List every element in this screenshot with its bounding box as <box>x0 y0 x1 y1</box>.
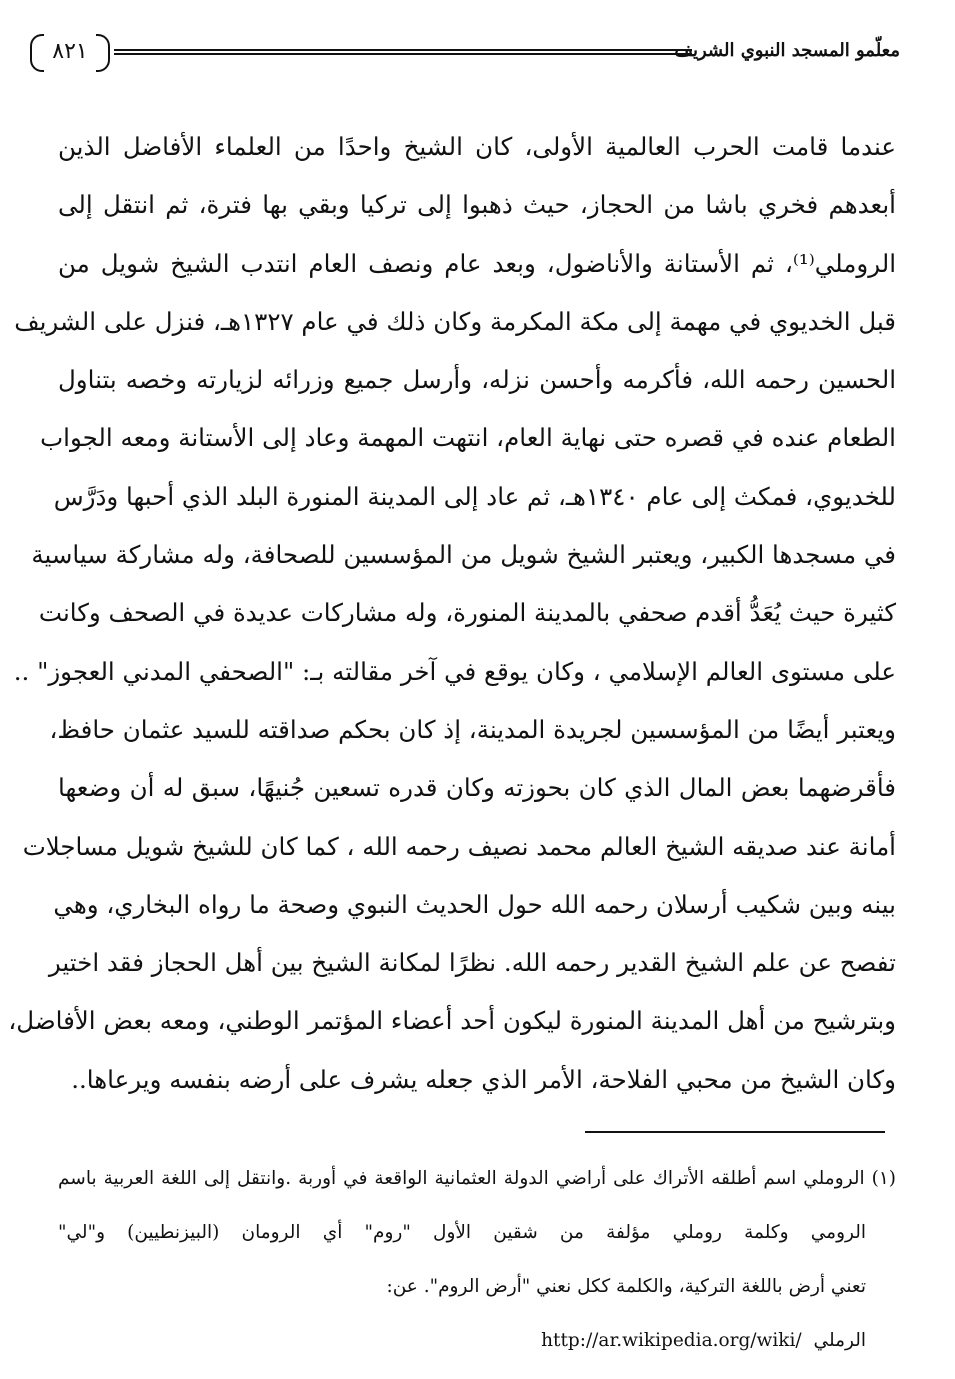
footnote-separator <box>585 1131 885 1133</box>
footnote-source <box>58 1314 896 1368</box>
footnote-line: تعني أرض باللغة التركية، والكلمة ككل نعني "أرض الروم". عن: <box>386 1276 866 1297</box>
footnote-line: (١) الروملي اسم أطلقه الأتراك على أراضي الدولة العثمانية الواقعة في أوربة .وانتقل إلى اللغة العربية باسم <box>58 1168 896 1189</box>
footnote-line: الرومي وكلمة روملي مؤلفة من شقين الأول "روم" أي الرومان (البيزنطيين) و"لي" <box>58 1222 866 1243</box>
body-line: ويعتبر أيضًا من المؤسسين لجريدة المدينة، إذ كان بحكم صداقته للسيد عثمان حافظ، <box>49 714 896 744</box>
body-line: وبترشيح من أهل المدينة المنورة ليكون أحد أعضاء المؤتمر الوطني، ومعه بعض الأفاضل، <box>8 1006 896 1036</box>
body-line: بينه وبين شكيب أرسلان رحمه الله حول الحديث النبوي وصحة ما رواه البخاري، وهي <box>53 889 896 919</box>
page-number: ٨٢١ <box>52 39 88 64</box>
body-line: وكان الشيخ من محبي الفلاحة، الأمر الذي جعله يشرف على أرضه بنفسه ويرعاها.. <box>71 1064 896 1094</box>
body-line: أمانة عند صديقه الشيخ العالم محمد نصيف رحمه الله ، كما كان للشيخ شويل مساجلات <box>22 831 896 861</box>
footnote-source-url[interactable]: http://ar.wikipedia.org/wiki/ <box>541 1330 802 1351</box>
footnotes <box>58 1152 896 1368</box>
page-header <box>30 30 900 74</box>
page-number-frame <box>30 34 110 70</box>
running-title: معلّمو المسجد النبوي الشريف <box>674 40 900 61</box>
body-line: عندما قامت الحرب العالمية الأولى، كان الشيخ واحدًا من العلماء الأفاضل الذين <box>58 132 896 161</box>
body-line: الروملي⁽¹⁾، ثم الأستانة والأناضول، وبعد عام ونصف العام انتدب الشيخ شويل من <box>58 248 896 278</box>
body-line: قبل الخديوي في مهمة إلى مكة المكرمة وكان ذلك في عام ١٣٢٧هـ، فنزل على الشريف <box>14 306 896 336</box>
body-line: فأقرضهما بعض المال الذي كان بحوزته وكان قدره تسعين جُنيهًا، سبق له أن وضعها <box>58 773 896 803</box>
body-line: على مستوى العالم الإسلامي ، وكان يوقع في آخر مقالته بـ: "الصحفي المدني العجوز" .. <box>13 656 896 686</box>
body-line: الحسين رحمه الله، فأكرمه وأحسن نزله، وأرسل جميع وزرائه لزيارته وخصه بتناول <box>58 365 896 395</box>
body-line: تفصح عن علم الشيخ القدير رحمه الله. نظرًا لمكانة الشيخ بين أهل الحجاز فقد اختير <box>48 948 896 978</box>
body-line: الطعام عنده في قصره حتى نهاية العام، انتهت المهمة وعاد إلى الأستانة ومعه الجواب <box>40 423 896 453</box>
header-double-rule <box>114 49 692 55</box>
body-text <box>8 118 896 1109</box>
footnote-source-label: الرملي <box>813 1330 866 1351</box>
body-line: للخديوي، فمكث إلى عام ١٣٤٠هـ، ثم عاد إلى المدينة المنورة البلد الذي أحبها ودَرَّس <box>53 481 896 511</box>
body-line: في مسجدها الكبير، ويعتبر الشيخ شويل من المؤسسين للصحافة، وله مشاركة سياسية <box>31 540 896 570</box>
body-line: كثيرة حيث يُعَدُّ أقدم صحفي بالمدينة المنورة، وله مشاركات عديدة في الصحف وكانت <box>38 598 896 628</box>
body-line: أبعدهم فخري باشا من الحجاز، حيث ذهبوا إلى تركيا وبقي بها فترة، ثم انتقل إلى <box>58 190 896 220</box>
